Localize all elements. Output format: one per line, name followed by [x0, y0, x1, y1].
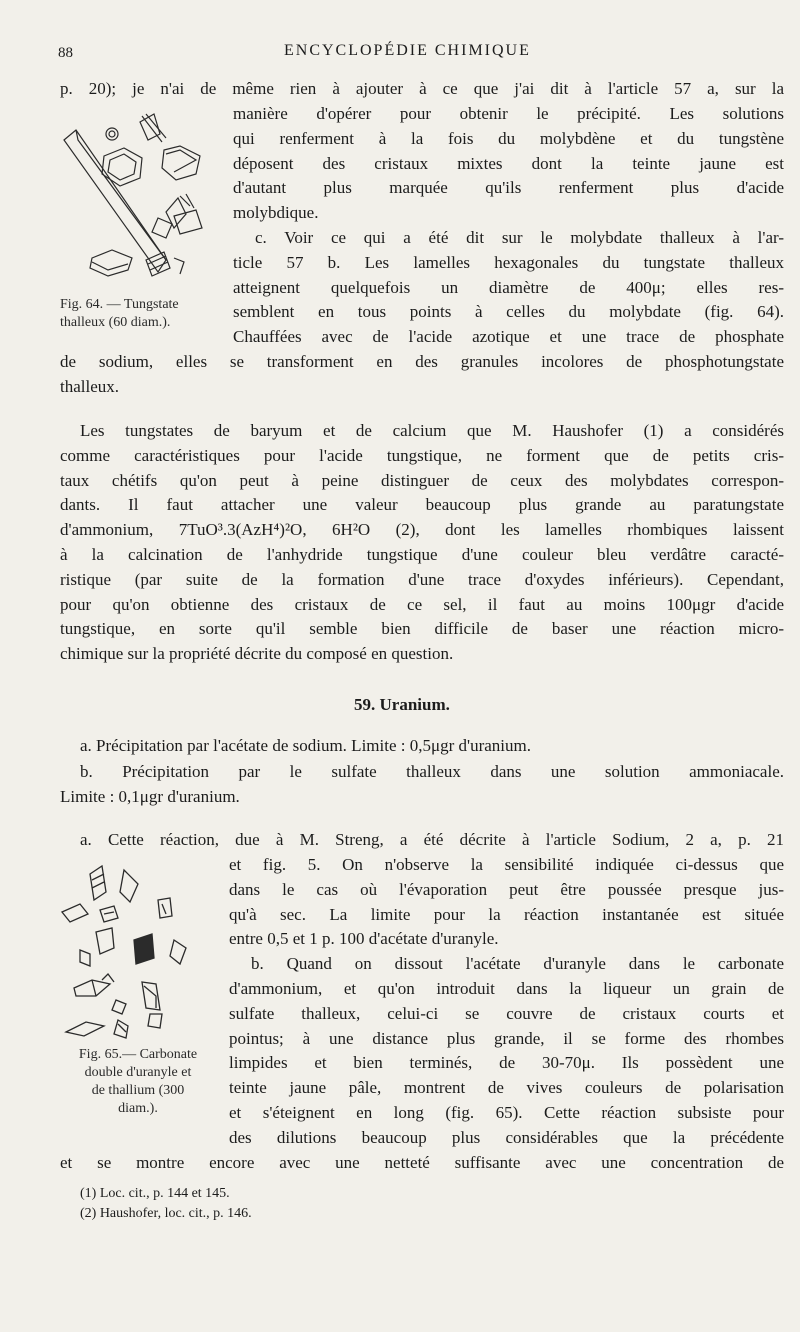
page-number: 88	[58, 45, 73, 61]
footnote-2: (2) Haushofer, loc. cit., p. 146.	[80, 1206, 252, 1221]
paragraph-tungstates: Les tungstates de baryum et de calcium que M. Haushofer (1) a considérés comme caractéristiques pour l'acide tungstique, ne forment que de petits cris- taux chétifs qu'on peut à peine distinguer de ceux des molybdates correspon- dants. Il faut attacher une valeur beaucoup plus grande au paratungstate d'ammonium, 7TuO³.3(AzH⁴)²O, 6H²O (2), dont les lamelles rhombiques laissent à la calcination de l'anhydride tungstique d'une couleur bleu verdâtre caracté- ristique (par suite de la formation d'une trace d'oxydes inférieurs). Cependant, pour qu'on obtienne des cristaux de ce sel, il faut au moins 100μgr d'acide tungstique, en sorte qu'il semble bien difficile de baser une réaction micro- chimique sur la propriété décrite du composé en question.	[60, 421, 784, 664]
para-a-indented: et fig. 5. On n'observe la sensibilité indiquée ci-dessus que dans le cas où l'évaporation peut être poussée presque jus- qu'à sec. La limite pour la réaction instantanée est située entre 0,5 et 1 p. 100 d'acétate d'uranyle. b. Quand on dissout l'acétate d'uranyle dans le carbonate d'ammonium, et qu'on introduit dans la liqueur un grain de sulfate thalleux, celui-ci se couvre de cristaux courts et pointus; à une distance plus grande, il se forme des rhombes limpides et bien terminés, de 30-70μ. Ils possèdent une teinte jaune pâle, montrent de vives couleurs de polarisation et s'éteignent en long (fig. 65). Cette réaction subsiste pour des dilutions beaucoup plus considérables que la précédente	[229, 855, 784, 1147]
running-title: ENCYCLOPÉDIE CHIMIQUE	[284, 42, 531, 59]
limit-b: b. Précipitation par le sulfate thalleux dans une solution ammoniacale. Limite : 0,1μgr d'uranium.	[60, 762, 784, 806]
block1-tail: de sodium, elles se transforment en des granules incolores de phosphotungstate thalleux.	[60, 352, 784, 396]
para-a-first-line: a. Cette réaction, due à M. Streng, a été décrite à l'article Sodium, 2 a, p. 21	[80, 830, 784, 849]
figure-64-caption: Fig. 64. — Tungstate thalleux (60 diam.).	[60, 297, 179, 330]
figure-65-caption: Fig. 65.— Carbonate double d'uranyle et de thallium (300 diam.).	[78, 1047, 198, 1116]
para-a-tail: et se montre encore avec une netteté suffisante avec une concentration de	[60, 1153, 784, 1172]
figure-65-crystals	[56, 862, 226, 1042]
block1-indented: manière d'opérer pour obtenir le précipité. Les solutions qui renferment à la fois du molybdène et du tungstène déposent des cristaux mixtes dont la teinte jaune est d'autant plus marquée qu'ils renferment plus d'acide molybdique. c. Voir ce qui a été dit sur le molybdate thalleux à l'ar- ticle 57 b. Les lamelles hexagonales du tungstate thalleux atteignent quelquefois un diamètre de 400μ; elles res- semblent en tous points à celles du molybdate (fig. 64). Chauffées avec de l'acide azotique et une trace de phosphate	[233, 104, 784, 347]
block1-first-line: p. 20); je n'ai de même rien à ajouter à ce que j'ai dit à l'article 57 a, sur la	[60, 79, 784, 98]
footnote-1: (1) Loc. cit., p. 144 et 145.	[80, 1186, 230, 1201]
limit-a: a. Précipitation par l'acétate de sodium. Limite : 0,5μgr d'uranium.	[80, 736, 531, 755]
figure-64-crystals	[62, 112, 232, 292]
section-title: 59. Uranium.	[354, 695, 450, 714]
